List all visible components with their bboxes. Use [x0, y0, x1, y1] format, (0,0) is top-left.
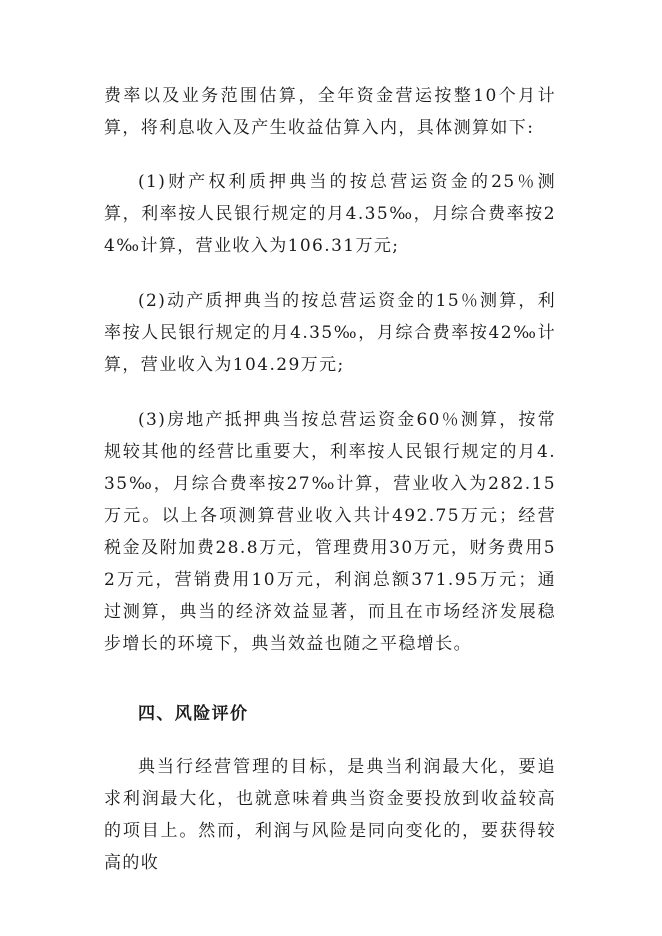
- paragraph-item-3: (3)房地产抵押典当按总营运资金60％测算，按常规较其他的经营比重要大，利率按人民银行规定的月4.35‰，月综合费率按27‰计算，营业收入为282.15万元。以上各项测算营业收入共计492.75万元；经营税金及附加费28.8万元，管理费用30万元，财务费用52万元，营销费用10万元，利润总额371.95万元；通过测算，典当的经济效益显著，而且在市场经济发展稳步增长的环境下，典当效益也随之平稳增长。: [104, 410, 556, 654]
- section-heading: 四、风险评价: [138, 704, 249, 724]
- paragraph-intro: 费率以及业务范围估算，全年资金营运按整10个月计算，将利息收入及产生收益估算入内，具体测算如下:: [104, 86, 556, 138]
- paragraph-item-1: (1)财产权利质押典当的按总营运资金的25％测算，利率按人民银行规定的月4.35‰，月综合费率按24‰计算，营业收入为106.31万元;: [104, 172, 556, 256]
- paragraph-risk: 典当行经营管理的目标，是典当利润最大化，要追求利润最大化，也就意味着典当资金要投放到收益较高的项目上。然而，利润与风险是同向变化的，要获得较高的收: [104, 757, 556, 873]
- paragraph-item-2: (2)动产质押典当的按总营运资金的15％测算，利率按人民银行规定的月4.35‰，月综合费率按42‰计算，营业收入为104.29万元;: [104, 291, 556, 375]
